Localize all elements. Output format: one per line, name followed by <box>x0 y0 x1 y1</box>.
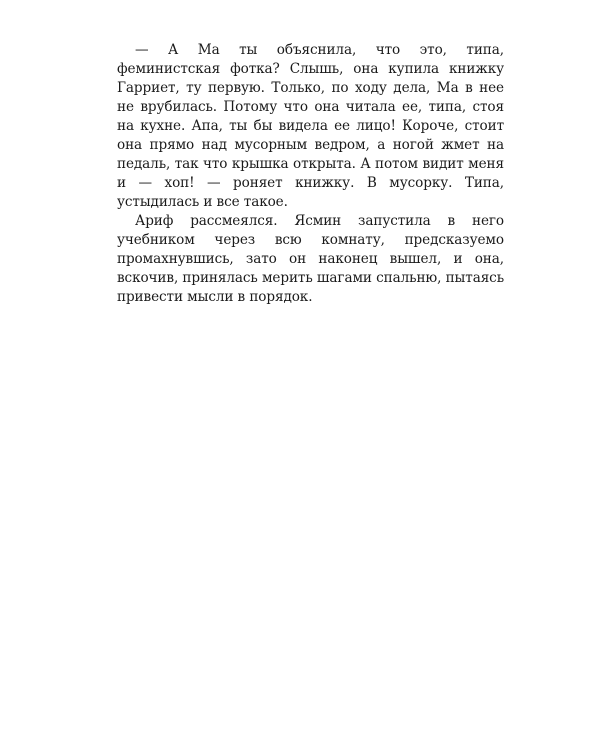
paragraph-dialogue: — А Ма ты объяснила, что это, типа, феминистская фотка? Слышь, она купила книжку Гарриет, ту первую. Только, по ходу дела, Ма в нее не врубилась. Потому что она читала ее, типа, стоя на кухне. Апа, ты бы видела ее лицо! Короче, стоит она прямо над мусорным ведром, а ногой жмет на педаль, так что крышка открыта. А потом видит меня и — хоп! — роняет книжку. В мусорку. Типа, устыдилась и все такое. <box>117 42 504 210</box>
paragraph-narration: Ариф рассмеялся. Ясмин запустила в него учебником через всю комнату, предсказуемо промахнувшись, зато он наконец вышел, и она, вскочив, принялась мерить шагами спальню, пытаясь привести мысли в порядок. <box>117 213 504 305</box>
text-block <box>117 41 504 307</box>
